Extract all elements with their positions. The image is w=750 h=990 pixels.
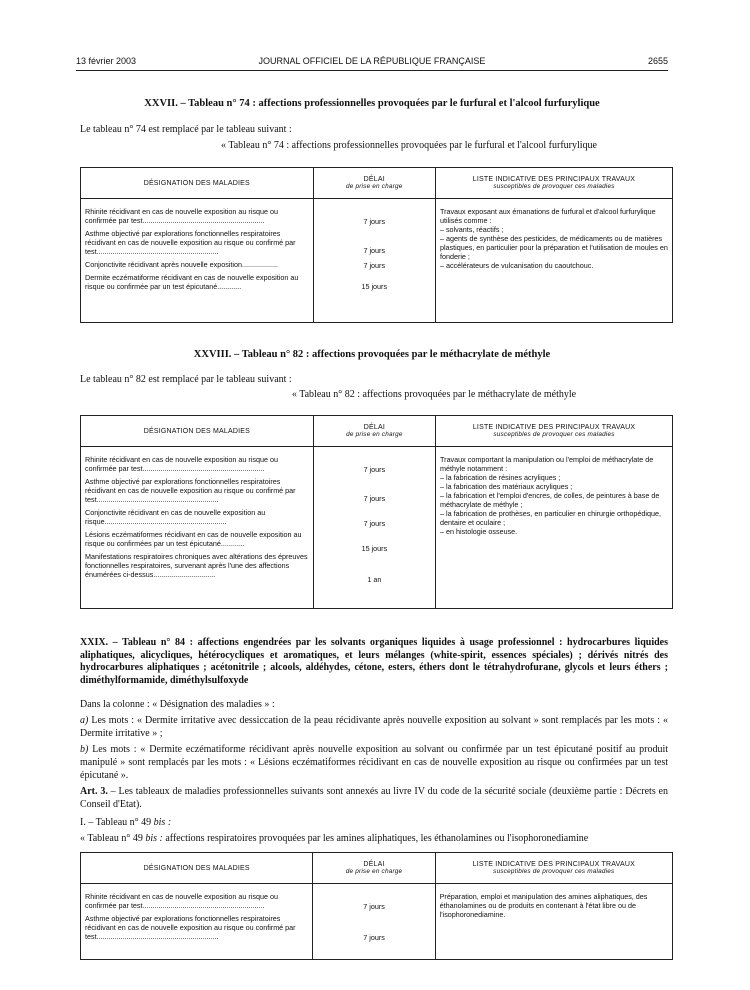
travaux-item: – la fabrication des matériaux acryliques ; — [440, 482, 573, 491]
section-xxvii-intro: Le tableau n° 74 est remplacé par le tableau suivant : — [80, 124, 292, 135]
travaux-item: – en histologie osseuse. — [440, 527, 518, 536]
maladie-item: Rhinite récidivant en cas de nouvelle exposition au risque ou confirmée par test............................................................. — [85, 892, 278, 910]
col-liste-sub: susceptibles de provoquer ces maladies — [493, 868, 615, 875]
travaux-item: – agents de synthèse des pesticides, de médicaments ou de matières plastiques, en particulier pour la préparation et l'utilisation de moules en fonderie ; — [439, 234, 668, 261]
maladies-cell — [81, 199, 314, 323]
travaux-item: – la fabrication de prothèses, en particulier en chirurgie orthopédique, dentaire et oculaire ; — [440, 509, 661, 527]
travaux-item: – la fabrication de résines acryliques ; — [440, 473, 561, 482]
section-i-heading — [80, 816, 668, 829]
delai-item: 7 jours — [363, 902, 385, 911]
delais-cell — [313, 199, 435, 323]
col-liste — [435, 168, 672, 199]
section-xxviii-intro: Le tableau n° 82 est remplacé par le tableau suivant : — [80, 374, 292, 385]
item-letter-b: b) — [80, 744, 89, 755]
col-designation: DÉSIGNATION DES MALADIES — [81, 416, 314, 447]
subtitle-bis: bis : — [145, 833, 163, 844]
section-xxix-p3 — [80, 743, 668, 782]
section-xxvii-subtitle: « Tableau n° 74 : affections professionnelles provoquées par le furfural et l'alcool furfurylique — [221, 140, 597, 151]
section-xxix-p1: Dans la colonne : « Désignation des maladies » : — [80, 699, 275, 710]
section-i-bis: bis : — [153, 817, 172, 828]
travaux-item: Travaux exposant aux émanations de furfural et d'alcool furfurylique utilisés comme : — [439, 207, 656, 225]
col-designation: DÉSIGNATION DES MALADIES — [81, 853, 313, 884]
section-xxix-p3-text: Les mots : « Dermite eczématiforme récidivant après nouvelle exposition au solvant ou confirmée par un test épicutané positif au produit manipulé » sont remplacés par les mots : « Lésions eczématiformes récidivant en cas de nouvelle exposition au risque ou confirmées par un test épicutané ». — [80, 744, 668, 781]
maladies-cell — [81, 447, 314, 609]
col-delai-label: DÉLAI — [363, 424, 385, 431]
section-xxviii-subtitle: « Tableau n° 82 : affections provoquées par le méthacrylate de méthyle — [291, 389, 577, 400]
table-49bis-subtitle — [80, 832, 668, 845]
header-rule — [76, 70, 668, 71]
col-delai — [313, 168, 435, 199]
col-designation: DÉSIGNATION DES MALADIES — [81, 168, 314, 199]
delais-cell — [313, 447, 435, 609]
maladie-item: Conjonctivite récidivant en cas de nouvelle exposition au risque............................................................. — [85, 508, 266, 526]
col-liste-sub: susceptibles de provoquer ces maladies — [493, 183, 615, 190]
section-i-label: I. – Tableau n° 49 — [80, 817, 154, 828]
col-delai-sub: de prise en charge — [345, 183, 403, 190]
col-liste — [435, 853, 672, 884]
travaux-cell — [435, 884, 672, 960]
maladie-item: Dermite eczématiforme récidivant en cas de nouvelle exposition au risque ou confirmée par un test épicutané............ — [85, 273, 299, 291]
delai-item: 15 jours — [361, 544, 388, 553]
delai-item: 7 jours — [363, 217, 386, 226]
table-74 — [80, 167, 673, 323]
section-xxvii-title: XXVII. – Tableau n° 74 : affections professionnelles provoquées par le furfural et l'alcool furfurylique — [144, 98, 600, 109]
maladie-item: Rhinite récidivant en cas de nouvelle exposition au risque ou confirmée par test............................................................. — [85, 455, 278, 473]
delai-item: 7 jours — [363, 465, 386, 474]
travaux-item: Travaux comportant la manipulation ou l'emploi de méthacrylate de méthyle notamment : — [440, 455, 654, 473]
maladie-item: Conjonctivite récidivant après nouvelle exposition.................. — [85, 260, 278, 269]
col-delai-sub: de prise en charge — [345, 868, 403, 875]
col-liste — [436, 416, 673, 447]
item-letter-a: a) — [80, 715, 89, 726]
delai-item: 15 jours — [361, 282, 388, 291]
travaux-item: – solvants, réactifs ; — [439, 225, 504, 234]
col-delai-sub: de prise en charge — [346, 431, 403, 438]
maladie-item: Asthme objectivé par explorations fonctionnelles respiratoires récidivant en cas de nouvelle exposition au risque ou confirmé par test............................................................. — [85, 477, 296, 504]
delai-item: 7 jours — [363, 519, 386, 528]
col-delai-label: DÉLAI — [363, 861, 385, 868]
header-page-number: 2655 — [647, 56, 668, 66]
maladie-item: Asthme objectivé par explorations fonctionnelles respiratoires récidivant en cas de nouvelle exposition au risque ou confirmé par test............................................................. — [85, 229, 296, 256]
section-xxix-p2-text: Les mots : « Dermite irritative avec dessiccation de la peau récidivante après nouvelle exposition au solvant » sont remplacés par les mots : « Dermite irritative » ; — [80, 715, 668, 739]
delai-item: 7 jours — [363, 933, 385, 942]
col-liste-label: LISTE INDICATIVE DES PRINCIPAUX TRAVAUX — [472, 176, 636, 183]
maladie-item: Rhinite récidivant en cas de nouvelle exposition au risque ou confirmée par test............................................................. — [85, 207, 278, 225]
article-3 — [80, 785, 668, 811]
subtitle-prefix: « Tableau n° 49 — [80, 833, 146, 844]
header-journal-title: JOURNAL OFFICIEL DE LA RÉPUBLIQUE FRANÇAISE — [258, 56, 486, 66]
col-delai — [313, 416, 435, 447]
col-liste-label: LISTE INDICATIVE DES PRINCIPAUX TRAVAUX — [472, 861, 635, 868]
page-header — [76, 56, 668, 70]
section-xxix-p2 — [80, 714, 668, 740]
table-49bis — [80, 852, 673, 960]
section-xxviii-title: XXVIII. – Tableau n° 82 : affections provoquées par le méthacrylate de méthyle — [193, 349, 551, 360]
col-liste-label: LISTE INDICATIVE DES PRINCIPAUX TRAVAUX — [472, 424, 636, 431]
delai-item: 1 an — [367, 575, 382, 584]
col-liste-sub: susceptibles de provoquer ces maladies — [493, 431, 615, 438]
subtitle-rest: affections respiratoires provoquées par les amines aliphatiques, les éthanolamines ou l'isophoronediamine — [162, 833, 589, 844]
col-delai — [313, 853, 435, 884]
travaux-item: Préparation, emploi et manipulation des amines aliphatiques, des éthanolamines ou de produits en contenant à l'état libre ou de l'isophoronediamine. — [439, 892, 648, 919]
maladies-cell — [81, 884, 313, 960]
travaux-cell — [436, 447, 673, 609]
travaux-item: – la fabrication et l'emploi d'encres, de colles, de peintures à base de méthacrylate de méthyle ; — [440, 491, 660, 509]
delai-item: 7 jours — [363, 261, 386, 270]
table-82 — [80, 415, 673, 609]
maladie-item: Manifestations respiratoires chroniques avec altérations des épreuves fonctionnelles respiratoires, survenant après l'une des affections énumérées ci-dessus............................... — [85, 552, 308, 579]
delais-cell — [313, 884, 435, 960]
delai-item: 7 jours — [363, 494, 386, 503]
header-date: 13 février 2003 — [76, 56, 137, 66]
delai-item: 7 jours — [363, 246, 386, 255]
maladie-item: Asthme objectivé par explorations fonctionnelles respiratoires récidivant en cas de nouvelle exposition au risque ou confirmé par test............................................................. — [85, 914, 296, 941]
travaux-item: – accélérateurs de vulcanisation du caoutchouc. — [439, 261, 594, 270]
col-delai-label: DÉLAI — [363, 176, 385, 183]
article-3-text: – Les tableaux de maladies professionnelles suivants sont annexés au livre IV du code de la sécurité sociale (deuxième partie : Décrets en Conseil d'Etat). — [80, 786, 668, 810]
article-3-label: Art. 3. — [80, 786, 108, 797]
travaux-cell — [435, 199, 672, 323]
section-xxix-title: XXIX. – Tableau n° 84 : affections engendrées par les solvants organiques liquides à usage professionnel : hydrocarbures liquides aliphatiques, alicycliques, hétérocycliques et aromatiques, et leurs mélanges (white-spirit, essences spéciales) ; dérivés nitrés des hydrocarbures aliphatiques ; acétonitrile ; alcools, aldéhydes, cétone, esters, éthers dont le tétrahydrofurane, glycols et leurs éthers ; diméthylformamide, diméthylsulfoxyde — [80, 637, 668, 686]
maladie-item: Lésions eczématiformes récidivant en cas de nouvelle exposition au risque ou confirmées par un test épicutané............ — [85, 530, 302, 548]
